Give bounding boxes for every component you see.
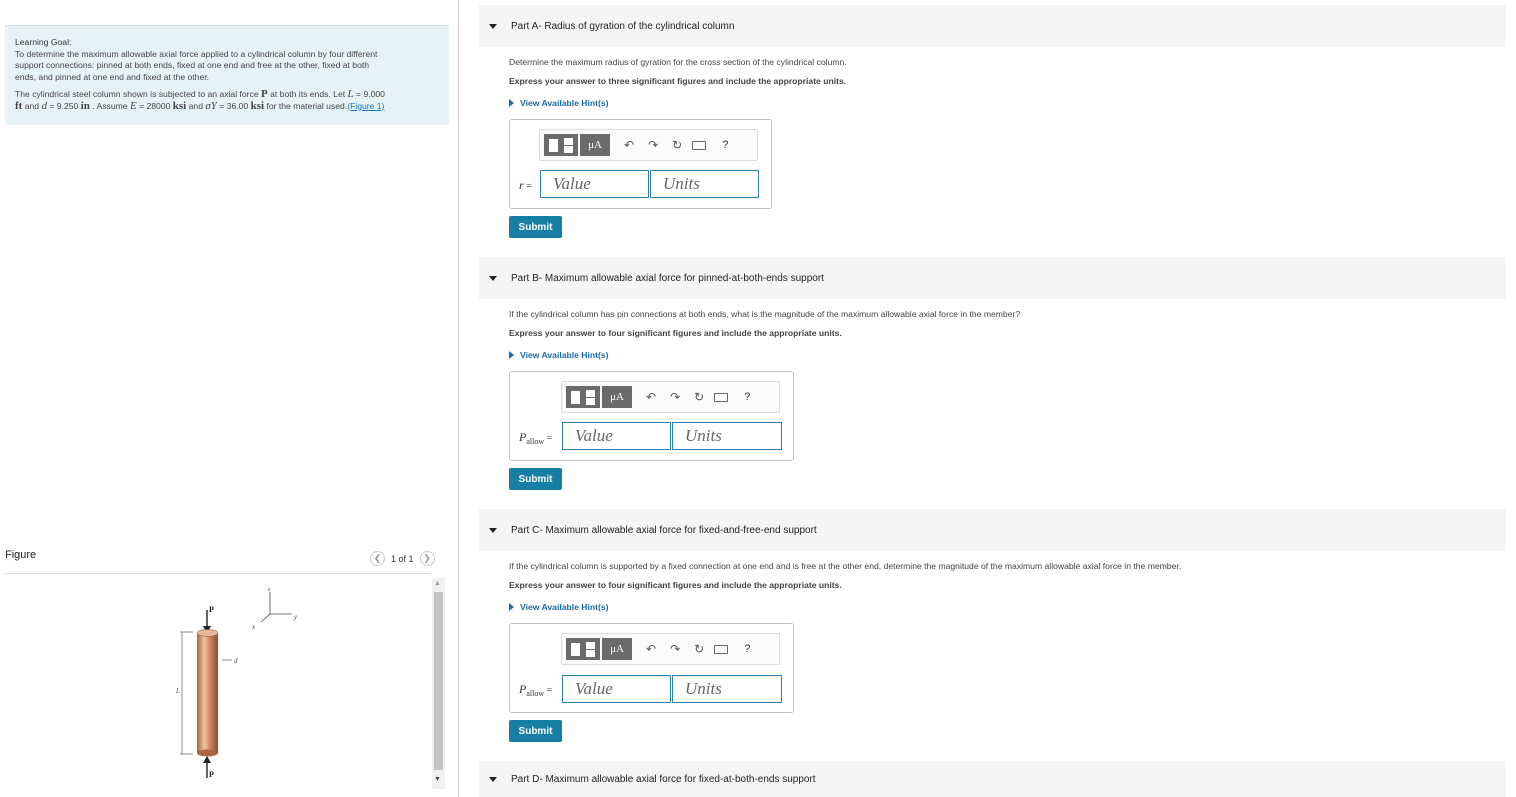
next-figure-button[interactable]: ❯ bbox=[420, 551, 435, 566]
part-c-submit-button[interactable]: Submit bbox=[509, 720, 562, 742]
part-c-variable-label: $P_{allow}$ = bbox=[519, 682, 553, 698]
help-icon[interactable]: ? bbox=[744, 391, 751, 403]
reset-icon[interactable]: ↻ bbox=[694, 390, 705, 404]
problem-statement: The cylindrical steel column shown is subjected to an axial force P at both its ends. Let L = 9.000 ft and d = 9.250 in . Assume E = 28000 ksi and σY = 36.00 ksi for the material used.(Figure 1) bbox=[15, 88, 385, 112]
length-dimension-line bbox=[180, 632, 193, 754]
part-c-header[interactable] bbox=[479, 509, 1506, 551]
part-a-title: - Radius of gyration of the cylindrical column bbox=[538, 20, 735, 32]
axis-y-label: y bbox=[294, 613, 298, 621]
learning-goal-box bbox=[5, 25, 449, 125]
part-c-hint-link[interactable]: View Available Hint(s) bbox=[509, 602, 609, 612]
keyboard-icon[interactable] bbox=[692, 141, 706, 150]
figure-scrollbar-thumb[interactable] bbox=[434, 592, 443, 770]
collapse-triangle-icon[interactable] bbox=[489, 777, 497, 782]
part-b-question: If the cylindrical column has pin connections at both ends, what is the magnitude of the maximum allowable axial force in the member? bbox=[509, 309, 1021, 319]
keyboard-icon[interactable] bbox=[714, 393, 728, 402]
part-b-header[interactable] bbox=[479, 257, 1506, 299]
scroll-down-arrow-icon[interactable]: ▼ bbox=[434, 776, 441, 783]
collapse-triangle-icon[interactable] bbox=[489, 528, 497, 533]
part-a-units-input[interactable]: Units bbox=[650, 170, 759, 198]
part-c-instruction: Express your answer to four significant figures and include the appropriate units. bbox=[509, 580, 842, 590]
part-c-label: Part C bbox=[511, 524, 540, 536]
redo-icon[interactable]: ↷ bbox=[670, 390, 681, 404]
hint-triangle-icon bbox=[509, 603, 514, 611]
panel-divider bbox=[458, 0, 459, 797]
learning-goal-line-1: To determine the maximum allowable axial force applied to a cylindrical column by four different bbox=[15, 48, 378, 59]
part-a-submit-button[interactable]: Submit bbox=[509, 216, 562, 238]
learning-goal-line-2: support connections: pinned at both ends, fixed at one end and free at the other, fixed at both bbox=[15, 60, 370, 70]
undo-icon[interactable]: ↶ bbox=[646, 642, 657, 656]
axis-x-label: x bbox=[252, 623, 256, 631]
units-mu-button[interactable]: μA bbox=[602, 638, 632, 660]
undo-icon[interactable]: ↶ bbox=[646, 390, 657, 404]
part-d-header[interactable] bbox=[479, 761, 1506, 797]
part-c-units-input[interactable]: Units bbox=[672, 675, 782, 703]
part-b-label: Part B bbox=[511, 272, 539, 284]
collapse-triangle-icon[interactable] bbox=[489, 276, 497, 281]
figure-page-count: 1 of 1 bbox=[391, 553, 414, 564]
part-c-title: - Maximum allowable axial force for fixed-and-free-end support bbox=[539, 524, 817, 536]
figure-1-link[interactable]: (Figure 1) bbox=[347, 100, 385, 111]
hint-triangle-icon bbox=[509, 99, 514, 107]
reset-icon[interactable]: ↻ bbox=[672, 138, 683, 152]
keyboard-icon[interactable] bbox=[714, 645, 728, 654]
part-c-question: If the cylindrical column is supported by a fixed connection at one end and is free at the other end, determine the magnitude of the maximum allowable axial force in the member. bbox=[509, 561, 1182, 571]
learning-goal-header: Learning Goal: bbox=[15, 37, 72, 47]
hint-triangle-icon bbox=[509, 351, 514, 359]
reset-icon[interactable]: ↻ bbox=[694, 642, 705, 656]
part-b-units-input[interactable]: Units bbox=[672, 422, 782, 450]
prev-figure-button[interactable]: ❮ bbox=[370, 551, 385, 566]
part-b-toolbar bbox=[561, 381, 780, 413]
part-b-answer-box bbox=[509, 371, 794, 461]
figure-title: Figure bbox=[5, 549, 37, 561]
coordinate-axes-icon bbox=[261, 592, 292, 622]
part-c-answer-box bbox=[509, 623, 794, 713]
templates-icon[interactable] bbox=[566, 386, 600, 408]
diameter-d-label: d bbox=[234, 657, 238, 665]
figure-divider bbox=[5, 573, 430, 574]
part-b-value-input[interactable]: Value bbox=[562, 422, 671, 450]
force-p-bottom-label: P bbox=[209, 770, 214, 779]
help-icon[interactable]: ? bbox=[722, 139, 729, 151]
collapse-triangle-icon[interactable] bbox=[489, 24, 497, 29]
cylinder-column bbox=[197, 630, 218, 757]
column-figure bbox=[160, 580, 320, 785]
force-p-top-label: P bbox=[209, 605, 214, 614]
units-mu-button[interactable]: μA bbox=[602, 386, 632, 408]
part-a-header[interactable] bbox=[479, 5, 1506, 47]
scroll-up-arrow-icon[interactable]: ▲ bbox=[434, 580, 441, 587]
part-a-label: Part A bbox=[511, 20, 539, 32]
part-d-title: - Maximum allowable axial force for fixed-at-both-ends support bbox=[539, 773, 816, 785]
templates-icon[interactable] bbox=[566, 638, 600, 660]
part-b-instruction: Express your answer to four significant figures and include the appropriate units. bbox=[509, 328, 842, 338]
figure-pager bbox=[370, 550, 435, 567]
part-a-value-input[interactable]: Value bbox=[540, 170, 649, 198]
part-a-hint-link[interactable]: View Available Hint(s) bbox=[509, 98, 609, 108]
redo-icon[interactable]: ↷ bbox=[648, 138, 659, 152]
part-b-hint-link[interactable]: View Available Hint(s) bbox=[509, 350, 609, 360]
left-panel bbox=[0, 0, 458, 797]
help-icon[interactable]: ? bbox=[744, 643, 751, 655]
part-b-variable-label: $P_{allow}$ = bbox=[519, 430, 553, 446]
part-d-label: Part D bbox=[511, 773, 540, 785]
part-a-toolbar bbox=[539, 129, 758, 161]
templates-icon[interactable] bbox=[544, 134, 578, 156]
learning-goal-line-3: ends, and pinned at one end and fixed at the other. bbox=[15, 71, 209, 82]
redo-icon[interactable]: ↷ bbox=[670, 642, 681, 656]
part-c-toolbar bbox=[561, 633, 780, 665]
part-c-value-input[interactable]: Value bbox=[562, 675, 671, 703]
part-a-question: Determine the maximum radius of gyration for the cross section of the cylindrical column. bbox=[509, 57, 847, 67]
part-b-title: - Maximum allowable axial force for pinned-at-both-ends support bbox=[538, 272, 824, 284]
part-b-submit-button[interactable]: Submit bbox=[509, 468, 562, 490]
part-a-answer-box bbox=[509, 119, 772, 209]
axis-z-label: z bbox=[268, 587, 271, 593]
units-mu-button[interactable]: μA bbox=[580, 134, 610, 156]
undo-icon[interactable]: ↶ bbox=[624, 138, 635, 152]
part-a-instruction: Express your answer to three significant figures and include the appropriate units. bbox=[509, 76, 847, 86]
length-l-label: L bbox=[176, 687, 180, 695]
part-a-variable-label: r = bbox=[519, 178, 532, 192]
